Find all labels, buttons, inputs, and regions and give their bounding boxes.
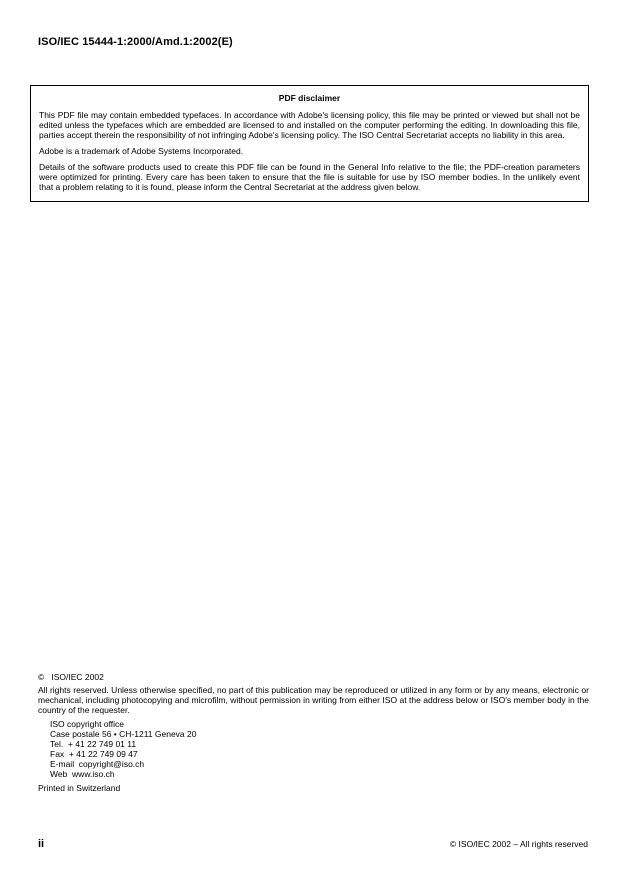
iso-address-block bbox=[50, 719, 589, 779]
disclaimer-paragraph-typefaces: This PDF file may contain embedded typefaces. In accordance with Adobe's licensing policy, this file may be printed or viewed but shall not be edited unless the typefaces which are embedded are licensed to and installed on the computer performing the editing. In downloading this file, parties accept therein the responsibility of not infringing Adobe's licensing policy. The ISO Central Secretariat accepts no liability in this area. bbox=[39, 110, 580, 140]
document-header-title: ISO/IEC 15444-1:2000/Amd.1:2002(E) bbox=[38, 36, 233, 48]
printed-in-switzerland: Printed in Switzerland bbox=[38, 783, 121, 793]
address-line-web: Web www.iso.ch bbox=[50, 769, 115, 779]
address-line-email: E-mail copyright@iso.ch bbox=[50, 759, 145, 769]
address-line-postal: Case postale 56 • CH-1211 Geneva 20 bbox=[50, 729, 197, 739]
disclaimer-title: PDF disclaimer bbox=[278, 93, 341, 103]
address-line-fax: Fax + 41 22 749 09 47 bbox=[50, 749, 138, 759]
copyright-line: © ISO/IEC 2002 bbox=[38, 672, 104, 682]
disclaimer-paragraph-software-details: Details of the software products used to create this PDF file can be found in the General Info relative to the file; the PDF-creation parameters were optimized for printing. Every care has been taken to ensure that the file is suitable for use by ISO member bodies. In the unlikely event that a problem relating to it is found, please inform the Central Secretariat at the address given below. bbox=[39, 162, 580, 192]
disclaimer-paragraph-trademark: Adobe is a trademark of Adobe Systems Incorporated. bbox=[39, 146, 244, 156]
address-line-office: ISO copyright office bbox=[50, 719, 125, 729]
pdf-disclaimer-box bbox=[30, 85, 589, 202]
page-footer bbox=[38, 838, 588, 850]
footer-copyright-notice: © ISO/IEC 2002 – All rights reserved bbox=[449, 839, 588, 849]
address-line-tel: Tel. + 41 22 749 01 11 bbox=[50, 739, 137, 749]
page-number: ii bbox=[38, 838, 45, 850]
rights-reserved-paragraph: All rights reserved. Unless otherwise specified, no part of this publication may be reproduced or utilized in any form or by any means, electronic or mechanical, including photocopying and microfilm, without permission in writing from either ISO at the address below or ISO's member body in the country of the requester. bbox=[38, 685, 589, 715]
copyright-section bbox=[38, 672, 589, 793]
